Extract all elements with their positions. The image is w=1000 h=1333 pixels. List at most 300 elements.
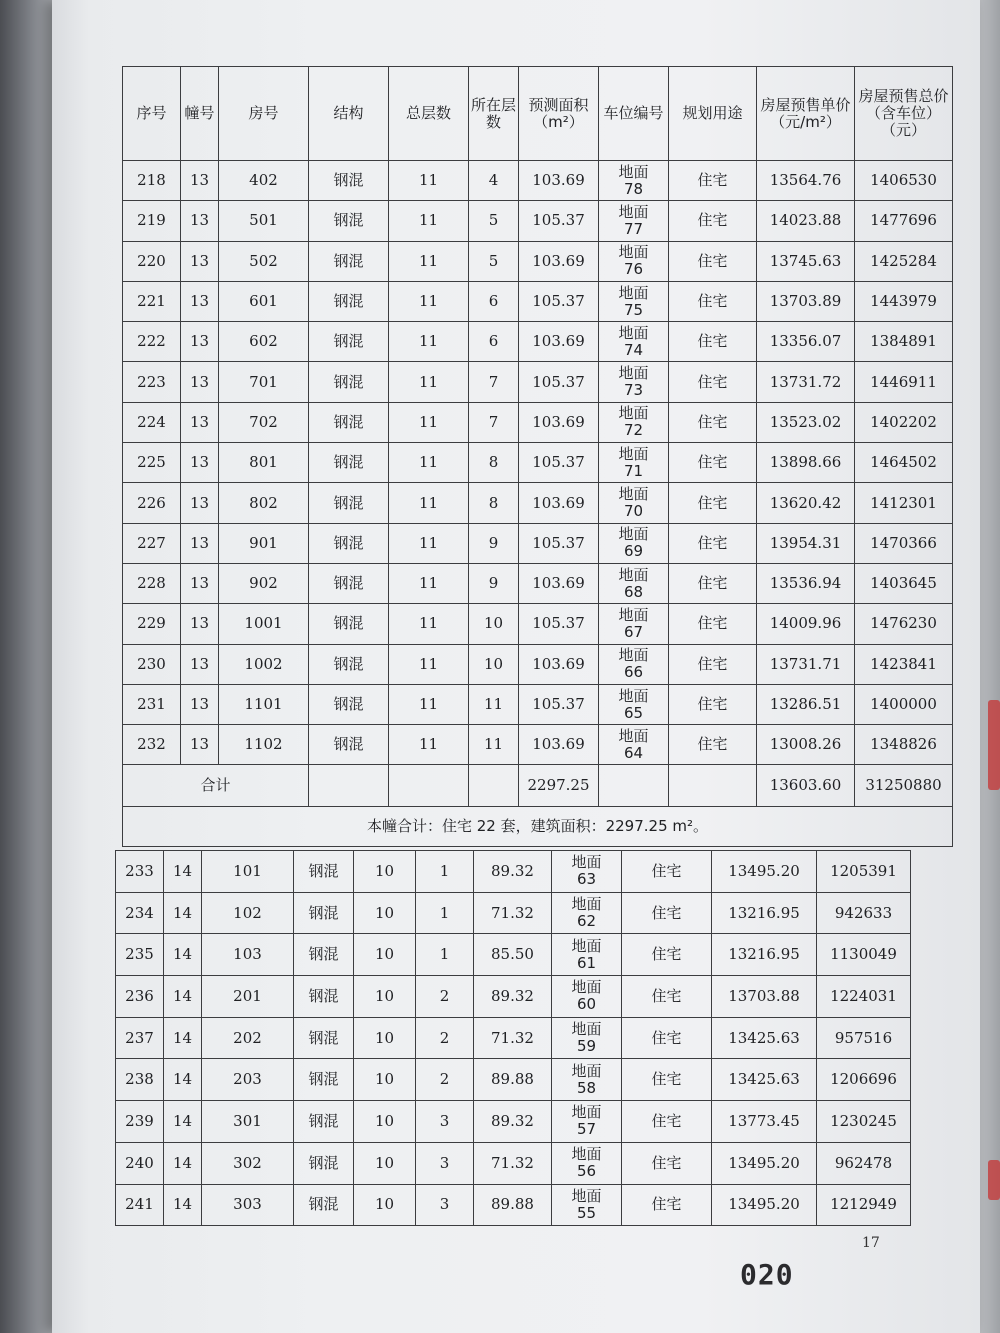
cell-total-floors: 11 [389,161,469,201]
header-seq: 序号 [123,67,181,161]
cell-area: 105.37 [519,684,599,724]
cell-seq: 226 [123,483,181,523]
cell-area: 89.32 [474,976,552,1018]
cell-unit-price: 13216.95 [712,934,817,976]
parking-number: 55 [576,1203,597,1222]
cell-area: 103.69 [519,725,599,765]
parking-number: 63 [576,870,597,889]
cell-room: 102 [202,892,294,934]
cell-building: 13 [181,161,219,201]
cell-floor: 10 [469,604,519,644]
parking-type: 地面 [571,1103,602,1122]
cell-room: 1101 [219,684,309,724]
cell-building: 13 [181,241,219,281]
cell-total-price: 942633 [817,892,911,934]
cell-seq: 239 [116,1101,164,1143]
cell-structure: 钢混 [294,976,354,1018]
cell-seq: 237 [116,1017,164,1059]
cell-area: 71.32 [474,1142,552,1184]
cell-room: 901 [219,523,309,563]
parking-number: 74 [623,340,644,359]
parking-type: 地面 [618,162,649,181]
table-row [116,1017,911,1059]
cell-room: 1002 [219,644,309,684]
total-label: 合计 [123,765,309,807]
cell-total-price: 1406530 [855,161,953,201]
cell-room: 501 [219,201,309,241]
cell-building: 14 [164,934,202,976]
cell-area: 105.37 [519,523,599,563]
table-row [116,1142,911,1184]
cell-unit-price: 13425.63 [712,1017,817,1059]
cell-floor: 2 [416,1059,474,1101]
cell-area: 103.69 [519,402,599,442]
cell-building: 13 [181,604,219,644]
parking-number: 73 [623,381,644,400]
cell-seq: 231 [123,684,181,724]
cell-seq: 222 [123,322,181,362]
cell-parking [599,402,669,442]
cell-unit-price: 13703.88 [712,976,817,1018]
cell-unit-price: 13008.26 [757,725,855,765]
cell-use: 住宅 [669,362,757,402]
cell-area: 89.32 [474,851,552,893]
cell-building: 13 [181,684,219,724]
cell-unit-price: 13495.20 [712,1142,817,1184]
cell-use: 住宅 [622,1142,712,1184]
cell-parking [599,483,669,523]
cell-total-price: 1130049 [817,934,911,976]
parking-number: 57 [576,1120,597,1139]
cell-structure: 钢混 [309,281,389,321]
parking-type: 地面 [571,1186,602,1205]
header-parking: 车位编号 [599,67,669,161]
cell-total-floors: 11 [389,241,469,281]
cell-total-floors: 11 [389,725,469,765]
cell-parking [599,523,669,563]
cell-floor: 4 [469,161,519,201]
parking-number: 58 [576,1078,597,1097]
cell-use: 住宅 [622,1184,712,1226]
cell-floor: 6 [469,322,519,362]
cell-building: 14 [164,851,202,893]
cell-room: 302 [202,1142,294,1184]
cell-structure: 钢混 [309,684,389,724]
cell-structure: 钢混 [294,1101,354,1143]
table-row [123,483,953,523]
cell-floor: 9 [469,523,519,563]
cell-parking [552,1142,622,1184]
cell-total-floors: 10 [354,1101,416,1143]
cell-use: 住宅 [669,563,757,603]
cell-parking [552,892,622,934]
cell-total-price: 1446911 [855,362,953,402]
cell-seq: 219 [123,201,181,241]
cell-total-price: 1224031 [817,976,911,1018]
cell-total-price: 1212949 [817,1184,911,1226]
cell-unit-price: 13620.42 [757,483,855,523]
cell-structure: 钢混 [309,322,389,362]
cell-area: 105.37 [519,281,599,321]
parking-type: 地面 [618,364,649,383]
cell-parking [599,241,669,281]
cell-seq: 232 [123,725,181,765]
parking-number: 77 [623,219,644,238]
cell-room: 602 [219,322,309,362]
cell-floor: 2 [416,1017,474,1059]
stamped-sheet-number: 020 [740,1258,794,1291]
cell-floor: 5 [469,241,519,281]
cell-building: 13 [181,362,219,402]
cell-structure: 钢混 [294,1059,354,1101]
cell-area: 103.69 [519,563,599,603]
parking-type: 地面 [571,1145,602,1164]
cell-room: 1102 [219,725,309,765]
parking-type: 地面 [618,404,649,423]
cell-parking [552,851,622,893]
cell-total-floors: 11 [389,684,469,724]
cell-building: 14 [164,976,202,1018]
table-row [116,1184,911,1226]
cell-structure: 钢混 [309,201,389,241]
parking-number: 78 [623,179,644,198]
cell-parking [599,201,669,241]
cell-room: 502 [219,241,309,281]
cell-parking [599,443,669,483]
cell-floor: 2 [416,976,474,1018]
cell-total-floors: 10 [354,851,416,893]
cell-use: 住宅 [669,644,757,684]
cell-room: 101 [202,851,294,893]
cell-area: 89.32 [474,1101,552,1143]
table-row [116,1059,911,1101]
cell-room: 303 [202,1184,294,1226]
cell-structure: 钢混 [294,934,354,976]
parking-type: 地面 [571,978,602,997]
header-total-price: 房屋预售总价（含车位）（元） [855,67,953,161]
cell-total-price: 1470366 [855,523,953,563]
table-row [123,443,953,483]
cell-floor: 8 [469,483,519,523]
presale-price-table-upper [122,66,953,847]
header-room: 房号 [219,67,309,161]
cell-unit-price: 13745.63 [757,241,855,281]
total-area: 2297.25 [519,765,599,807]
cell-seq: 221 [123,281,181,321]
cell-floor: 5 [469,201,519,241]
cell-total-floors: 10 [354,1059,416,1101]
cell-area: 85.50 [474,934,552,976]
parking-number: 62 [576,912,597,931]
parking-number: 72 [623,421,644,440]
cell-structure: 钢混 [309,604,389,644]
cell-seq: 218 [123,161,181,201]
cell-unit-price: 14009.96 [757,604,855,644]
cell-floor: 3 [416,1101,474,1143]
cell-floor: 1 [416,934,474,976]
table-row [116,1101,911,1143]
cell-structure: 钢混 [294,1017,354,1059]
desk-background-left [0,0,60,1333]
table-row [123,281,953,321]
table-row [116,851,911,893]
table-row [123,322,953,362]
total-empty-cell [309,765,389,807]
cell-room: 702 [219,402,309,442]
cell-total-floors: 11 [389,362,469,402]
parking-number: 56 [576,1162,597,1181]
cell-structure: 钢混 [309,161,389,201]
cell-use: 住宅 [622,934,712,976]
cell-use: 住宅 [669,523,757,563]
cell-seq: 224 [123,402,181,442]
cell-seq: 233 [116,851,164,893]
cell-area: 71.32 [474,892,552,934]
cell-structure: 钢混 [309,644,389,684]
cell-parking [552,1017,622,1059]
building-summary-row [123,807,953,847]
total-row [123,765,953,807]
parking-number: 75 [623,300,644,319]
cell-unit-price: 13356.07 [757,322,855,362]
cell-area: 105.37 [519,443,599,483]
cell-use: 住宅 [669,281,757,321]
cell-use: 住宅 [622,1101,712,1143]
cell-building: 13 [181,402,219,442]
cell-room: 802 [219,483,309,523]
cell-structure: 钢混 [309,362,389,402]
parking-type: 地面 [618,726,649,745]
red-edge-mark [988,700,1000,790]
cell-room: 402 [219,161,309,201]
table-row [123,563,953,603]
cell-floor: 1 [416,851,474,893]
cell-unit-price: 13731.72 [757,362,855,402]
cell-structure: 钢混 [309,483,389,523]
cell-room: 201 [202,976,294,1018]
table-row [116,934,911,976]
cell-total-price: 1402202 [855,402,953,442]
parking-number: 76 [623,260,644,279]
cell-seq: 223 [123,362,181,402]
cell-use: 住宅 [669,322,757,362]
cell-building: 13 [181,563,219,603]
cell-building: 13 [181,322,219,362]
cell-total-price: 957516 [817,1017,911,1059]
page-number: 17 [862,1235,880,1251]
cell-total-price: 1403645 [855,563,953,603]
cell-total-floors: 11 [389,201,469,241]
cell-area: 103.69 [519,644,599,684]
cell-area: 103.69 [519,483,599,523]
cell-building: 13 [181,281,219,321]
red-edge-mark [988,1160,1000,1200]
cell-building: 14 [164,1184,202,1226]
cell-unit-price: 13523.02 [757,402,855,442]
cell-unit-price: 13425.63 [712,1059,817,1101]
parking-type: 地面 [618,525,649,544]
cell-area: 105.37 [519,201,599,241]
cell-use: 住宅 [669,241,757,281]
cell-seq: 241 [116,1184,164,1226]
cell-total-price: 1384891 [855,322,953,362]
cell-use: 住宅 [669,684,757,724]
cell-use: 住宅 [669,604,757,644]
cell-building: 13 [181,483,219,523]
cell-total-floors: 10 [354,892,416,934]
parking-number: 68 [623,582,644,601]
cell-total-floors: 10 [354,1184,416,1226]
cell-seq: 230 [123,644,181,684]
cell-use: 住宅 [669,483,757,523]
cell-structure: 钢混 [309,563,389,603]
parking-type: 地面 [571,936,602,955]
cell-building: 14 [164,1017,202,1059]
cell-unit-price: 13564.76 [757,161,855,201]
cell-building: 13 [181,443,219,483]
cell-unit-price: 13731.71 [757,644,855,684]
parking-number: 61 [576,953,597,972]
parking-number: 70 [623,502,644,521]
parking-number: 65 [623,703,644,722]
cell-total-floors: 11 [389,563,469,603]
total-empty-cell [599,765,669,807]
cell-structure: 钢混 [294,1184,354,1226]
cell-total-floors: 11 [389,483,469,523]
cell-parking [599,362,669,402]
cell-parking [599,563,669,603]
cell-room: 202 [202,1017,294,1059]
parking-type: 地面 [618,444,649,463]
cell-parking [552,934,622,976]
cell-total-floors: 10 [354,976,416,1018]
cell-building: 13 [181,644,219,684]
cell-unit-price: 13773.45 [712,1101,817,1143]
parking-type: 地面 [618,323,649,342]
cell-unit-price: 13898.66 [757,443,855,483]
cell-parking [552,976,622,1018]
table-row [123,201,953,241]
cell-total-price: 1477696 [855,201,953,241]
cell-structure: 钢混 [294,1142,354,1184]
cell-floor: 7 [469,362,519,402]
cell-use: 住宅 [669,725,757,765]
total-price: 31250880 [855,765,953,807]
parking-type: 地面 [618,485,649,504]
cell-use: 住宅 [622,1059,712,1101]
table-row [123,604,953,644]
table-row [123,241,953,281]
table-row [123,644,953,684]
cell-parking [599,322,669,362]
cell-use: 住宅 [622,976,712,1018]
parking-type: 地面 [618,565,649,584]
table-row [123,684,953,724]
cell-floor: 3 [416,1184,474,1226]
cell-use: 住宅 [622,1017,712,1059]
cell-area: 103.69 [519,241,599,281]
cell-seq: 235 [116,934,164,976]
cell-total-price: 1423841 [855,644,953,684]
cell-room: 601 [219,281,309,321]
cell-parking [599,281,669,321]
header-area: 预测面积（m²） [519,67,599,161]
header-unit-price: 房屋预售单价（元/m²） [757,67,855,161]
cell-parking [599,604,669,644]
parking-number: 71 [623,461,644,480]
cell-unit-price: 14023.88 [757,201,855,241]
cell-use: 住宅 [669,443,757,483]
cell-floor: 11 [469,725,519,765]
cell-structure: 钢混 [294,851,354,893]
cell-use: 住宅 [622,851,712,893]
parking-type: 地面 [571,853,602,872]
header-structure: 结构 [309,67,389,161]
cell-structure: 钢混 [309,725,389,765]
cell-total-floors: 11 [389,604,469,644]
cell-structure: 钢混 [309,241,389,281]
parking-number: 59 [576,1037,597,1056]
cell-total-floors: 11 [389,322,469,362]
table-row [123,402,953,442]
cell-unit-price: 13536.94 [757,563,855,603]
cell-parking [599,644,669,684]
cell-total-floors: 11 [389,281,469,321]
cell-unit-price: 13495.20 [712,851,817,893]
cell-total-floors: 10 [354,1017,416,1059]
cell-building: 14 [164,1059,202,1101]
cell-room: 103 [202,934,294,976]
cell-unit-price: 13703.89 [757,281,855,321]
table-row [123,523,953,563]
cell-use: 住宅 [669,201,757,241]
cell-floor: 11 [469,684,519,724]
cell-area: 89.88 [474,1184,552,1226]
cell-room: 902 [219,563,309,603]
cell-structure: 钢混 [309,402,389,442]
cell-total-price: 962478 [817,1142,911,1184]
table-header-row [123,67,953,161]
cell-total-price: 1348826 [855,725,953,765]
cell-structure: 钢混 [309,443,389,483]
cell-total-price: 1400000 [855,684,953,724]
cell-total-price: 1476230 [855,604,953,644]
cell-area: 89.88 [474,1059,552,1101]
parking-type: 地面 [571,1061,602,1080]
cell-unit-price: 13286.51 [757,684,855,724]
cell-seq: 236 [116,976,164,1018]
cell-unit-price: 13216.95 [712,892,817,934]
parking-type: 地面 [618,243,649,262]
parking-type: 地面 [618,283,649,302]
cell-area: 103.69 [519,322,599,362]
cell-total-floors: 11 [389,443,469,483]
cell-area: 103.69 [519,161,599,201]
cell-unit-price: 13495.20 [712,1184,817,1226]
cell-room: 203 [202,1059,294,1101]
parking-type: 地面 [618,202,649,221]
cell-seq: 234 [116,892,164,934]
cell-seq: 238 [116,1059,164,1101]
cell-parking [552,1101,622,1143]
table-row [116,976,911,1018]
header-floor: 所在层数 [469,67,519,161]
cell-floor: 1 [416,892,474,934]
cell-structure: 钢混 [294,892,354,934]
cell-floor: 3 [416,1142,474,1184]
parking-number: 69 [623,542,644,561]
cell-use: 住宅 [622,892,712,934]
